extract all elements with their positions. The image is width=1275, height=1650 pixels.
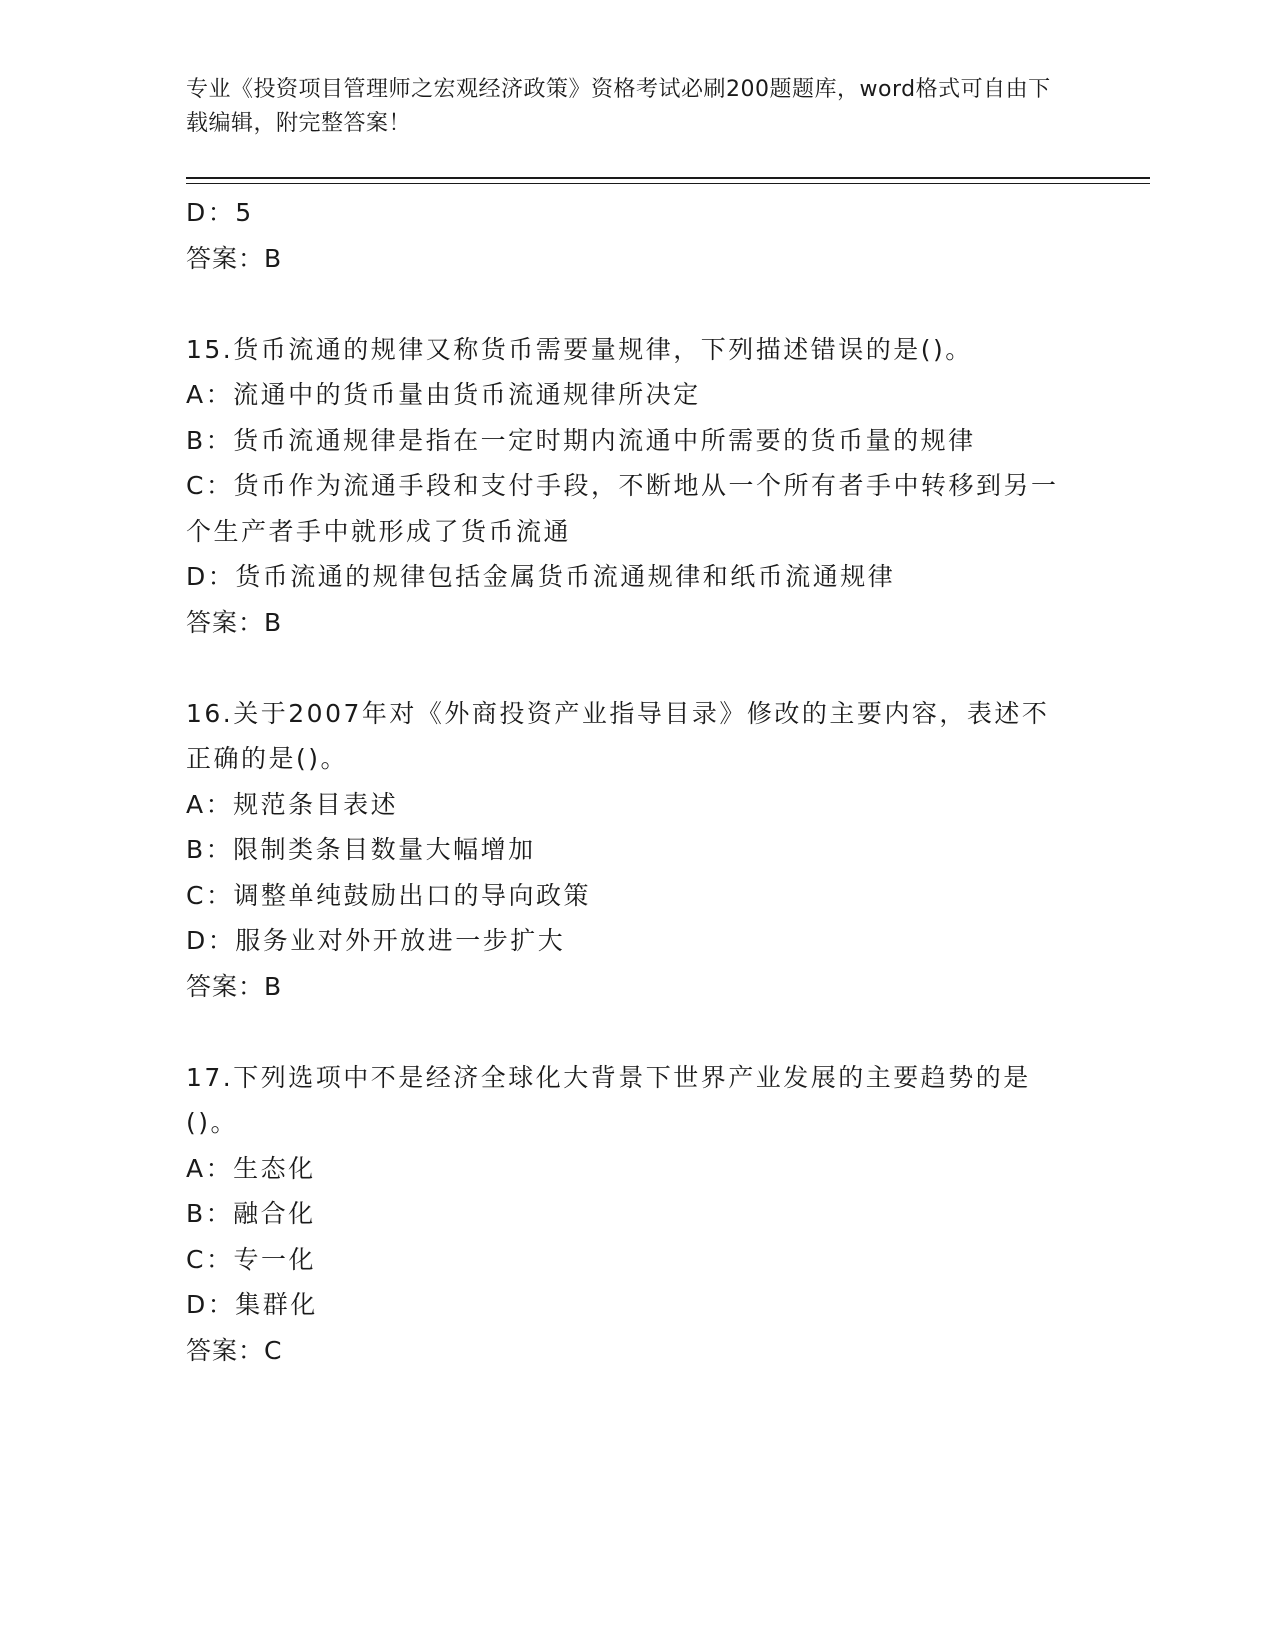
option-a: A：流通中的货币量由货币流通规律所决定: [186, 380, 701, 409]
option-d: D：集群化: [186, 1290, 318, 1319]
answer-line: 答案：B: [186, 243, 283, 273]
answer-line: 答案：C: [186, 1335, 283, 1365]
option-a: A：规范条目表述: [186, 789, 399, 819]
option-b: B：货币流通规律是指在一定时期内流通中所需要的货币量的规律: [186, 425, 976, 455]
option-c: C：调整单纯鼓励出口的导向政策: [186, 880, 591, 910]
option-d: D：5: [186, 198, 254, 227]
header-rule-thin: [186, 183, 1150, 184]
option-c: C：专一化: [186, 1244, 316, 1274]
spacer: [186, 1009, 1086, 1055]
page-header: 专业《投资项目管理师之宏观经济政策》资格考试必刷200题题库，word格式可自由下载编辑，附完整答案！: [186, 77, 1051, 136]
question-content: [186, 190, 1086, 1373]
option-d: D：服务业对外开放进一步扩大: [186, 926, 566, 955]
answer-line: 答案：B: [186, 607, 283, 637]
answer-line: 答案：B: [186, 971, 283, 1001]
option-b: B：限制类条目数量大幅增加: [186, 835, 536, 864]
question-block-15: [186, 327, 1086, 646]
question-block-17: [186, 1055, 1086, 1374]
question-stem: 16.关于2007年对《外商投资产业指导目录》修改的主要内容，表述不正确的是()。: [186, 698, 1050, 773]
option-c: C：货币作为流通手段和支付手段，不断地从一个所有者手中转移到另一个生产者手中就形成了货币流通: [186, 471, 1059, 546]
option-b: B：融合化: [186, 1199, 316, 1228]
spacer: [186, 281, 1086, 327]
option-d: D：货币流通的规律包括金属货币流通规律和纸币流通规律: [186, 562, 896, 591]
header-rule-thick: [186, 177, 1150, 179]
question-block-16: [186, 691, 1086, 1010]
spacer: [186, 645, 1086, 691]
question-stem: 15.货币流通的规律又称货币需要量规律，下列描述错误的是()。: [186, 334, 973, 364]
option-a: A：生态化: [186, 1153, 316, 1183]
question-stem: 17.下列选项中不是经济全球化大背景下世界产业发展的主要趋势的是()。: [186, 1062, 1031, 1137]
